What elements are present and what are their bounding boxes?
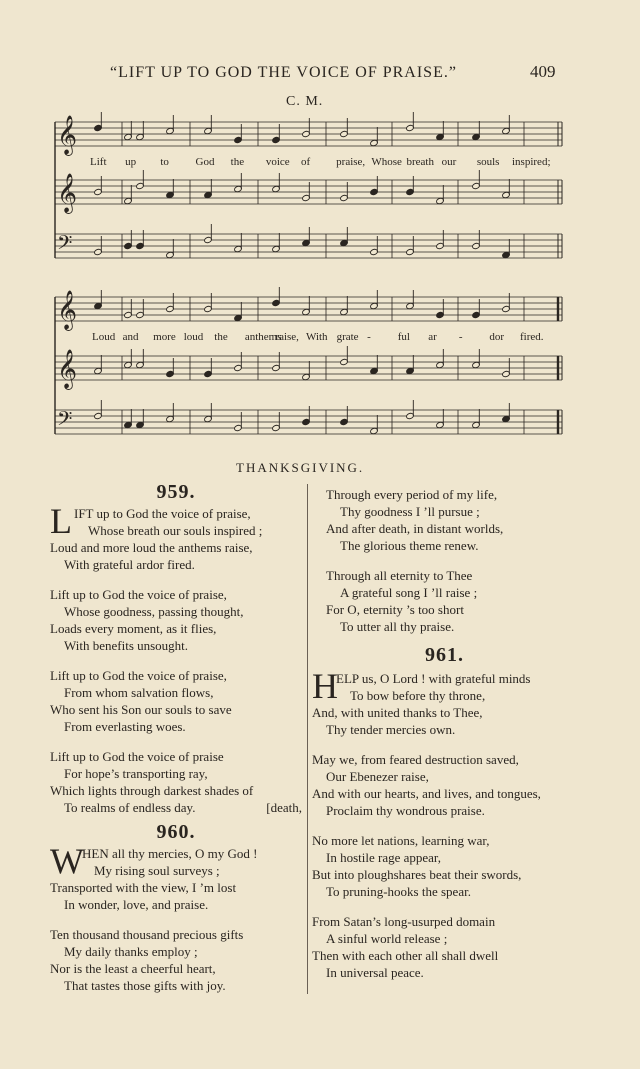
hymn-number-961: 961.	[425, 644, 464, 666]
verse-line: May we, from feared destruction saved,	[312, 752, 519, 767]
verse-line: Then with each other all shall dwell	[312, 948, 499, 963]
lyric-syllable: loud	[183, 331, 204, 343]
verse-line: Lift up to God the voice of praise	[50, 749, 224, 764]
meter-label: C. M.	[286, 94, 324, 109]
verse-line: To utter all thy praise.	[340, 619, 455, 634]
lyric-syllable: our	[441, 156, 457, 168]
verse-line: Who sent his Son our souls to save	[50, 702, 232, 717]
svg-text:𝄞: 𝄞	[57, 173, 78, 213]
verse-line: That tastes those gifts with joy.	[64, 978, 226, 993]
verse-line: Ten thousand thousand precious gifts	[50, 927, 244, 942]
hymn-number-960: 960.	[156, 821, 196, 843]
verse-line: And after death, in distant worlds,	[326, 521, 504, 536]
verse-line-with-turnover	[50, 799, 302, 816]
svg-text:𝄞: 𝄞	[57, 290, 78, 330]
lyric-syllable: dor	[489, 331, 505, 343]
lyric-syllable: anthems	[244, 331, 282, 343]
lyric-syllable: to	[160, 156, 169, 168]
lyric-syllable: Loud	[92, 331, 116, 343]
verse-line: From Satan’s long-usurped domain	[312, 914, 496, 929]
running-title: “LIFT UP TO GOD THE VOICE OF PRAISE.”	[110, 64, 457, 81]
lyric-syllable: ar	[428, 331, 437, 343]
verse-line: The glorious theme renew.	[340, 538, 479, 553]
verse-line: My daily thanks employ ;	[64, 944, 198, 959]
lyric-syllable: -	[458, 331, 463, 343]
verse-line: In universal peace.	[326, 965, 424, 980]
page-number: 409	[530, 62, 556, 81]
lyric-syllable: Lift	[90, 156, 107, 168]
music-score	[0, 0, 640, 450]
verse-line: With benefits unsought.	[64, 638, 189, 653]
hymn-959-line-1: IFT up to God the voice of praise,	[74, 506, 251, 521]
verse-line: Nor is the least a cheerful heart,	[50, 961, 216, 976]
dropcap-960: W	[50, 841, 84, 881]
right-column	[312, 486, 577, 981]
svg-text:𝄞: 𝄞	[57, 115, 78, 155]
verse-line: Transported with the view, I ’m lost	[50, 880, 237, 895]
lyric-syllable: voice	[265, 156, 290, 168]
verse-line: To realms of endless day.	[64, 800, 196, 815]
svg-text:𝄢: 𝄢	[57, 231, 73, 259]
column-divider	[307, 484, 308, 994]
verse-line: And, with united thanks to Thee,	[312, 705, 483, 720]
verse-line: Through every period of my life,	[326, 487, 498, 502]
lyric-syllable: and	[122, 331, 139, 343]
lyric-syllable: the	[230, 156, 245, 168]
verse-line: To pruning-hooks the spear.	[326, 884, 471, 899]
verse-line: Whose goodness, passing thought,	[64, 604, 244, 619]
verse-line: But into ploughshares beat their swords,	[312, 867, 522, 882]
verse-line: Lift up to God the voice of praise,	[50, 587, 227, 602]
verse-line: Thy tender mercies own.	[326, 722, 456, 737]
verse-line: From whom salvation flows,	[64, 685, 214, 700]
lyric-syllable: fired.	[520, 331, 544, 343]
section-title: THANKSGIVING.	[236, 460, 365, 475]
lyric-syllable: praise,	[336, 156, 366, 168]
verse-line: Proclaim thy wondrous praise.	[326, 803, 485, 818]
verse-line: A sinful world release ;	[326, 931, 448, 946]
hymn-961-opening	[312, 666, 577, 706]
lyric-syllable: ful	[397, 331, 410, 343]
lyric-syllable: inspired;	[512, 156, 551, 168]
turnover-word: [death,	[266, 800, 302, 815]
verse-line: Lift up to God the voice of praise,	[50, 668, 227, 683]
lyric-syllable: up	[125, 156, 137, 168]
verse-line: A grateful song I ’ll raise ;	[340, 585, 478, 600]
lyric-syllable: of	[301, 156, 311, 168]
verse-line: Which lights through darkest shades of	[50, 783, 254, 798]
dropcap-959: L	[50, 501, 72, 541]
verse-line: No more let nations, learning war,	[312, 833, 490, 848]
lyric-syllable: breath	[406, 156, 434, 168]
lyric-syllable: the	[214, 331, 228, 343]
verse-line: For O, eternity ’s too short	[326, 602, 464, 617]
hymn-959-line-2: Whose breath our souls inspired ;	[88, 523, 263, 538]
hymn-960-line-1: HEN all thy mercies, O my God !	[82, 846, 258, 861]
hymn-number-959: 959.	[156, 481, 196, 503]
lyric-syllable: grate	[336, 331, 359, 343]
lyric-syllable: With	[306, 331, 328, 343]
lyric-syllable: Whose	[371, 156, 402, 168]
svg-text:𝄞: 𝄞	[57, 349, 78, 389]
verse-line: Loud and more loud the anthems raise,	[50, 540, 253, 555]
lyric-syllable: -	[367, 331, 371, 343]
lyric-syllable: more	[153, 331, 176, 343]
verse-line: Our Ebenezer raise,	[326, 769, 429, 784]
hymn-959-opening	[50, 501, 302, 541]
hymn-961-line-2: To bow before thy throne,	[350, 688, 486, 703]
lyric-syllable: God	[195, 156, 215, 168]
verse-line: From everlasting woes.	[64, 719, 186, 734]
verse-line: In wonder, love, and praise.	[64, 897, 209, 912]
verse-line: Loads every moment, as it flies,	[50, 621, 217, 636]
verse-line: Through all eternity to Thee	[326, 568, 473, 583]
svg-text:𝄢: 𝄢	[57, 407, 73, 435]
lyric-syllable: souls	[476, 156, 500, 168]
dropcap-961: H	[312, 666, 338, 706]
hymn-960-opening	[50, 841, 302, 881]
verse-line: For hope’s transporting ray,	[64, 766, 208, 781]
verse-line: Thy goodness I ’ll pursue ;	[340, 504, 480, 519]
verse-line: With grateful ardor fired.	[64, 557, 195, 572]
verse-line: In hostile rage appear,	[326, 850, 441, 865]
lyric-syllable: raise,	[275, 331, 299, 343]
hymn-960-line-2: My rising soul surveys ;	[94, 863, 220, 878]
verse-line: And with our hearts, and lives, and tongues,	[312, 786, 541, 801]
left-column	[50, 481, 302, 994]
hymn-961-line-1: ELP us, O Lord ! with grateful minds	[336, 671, 531, 686]
